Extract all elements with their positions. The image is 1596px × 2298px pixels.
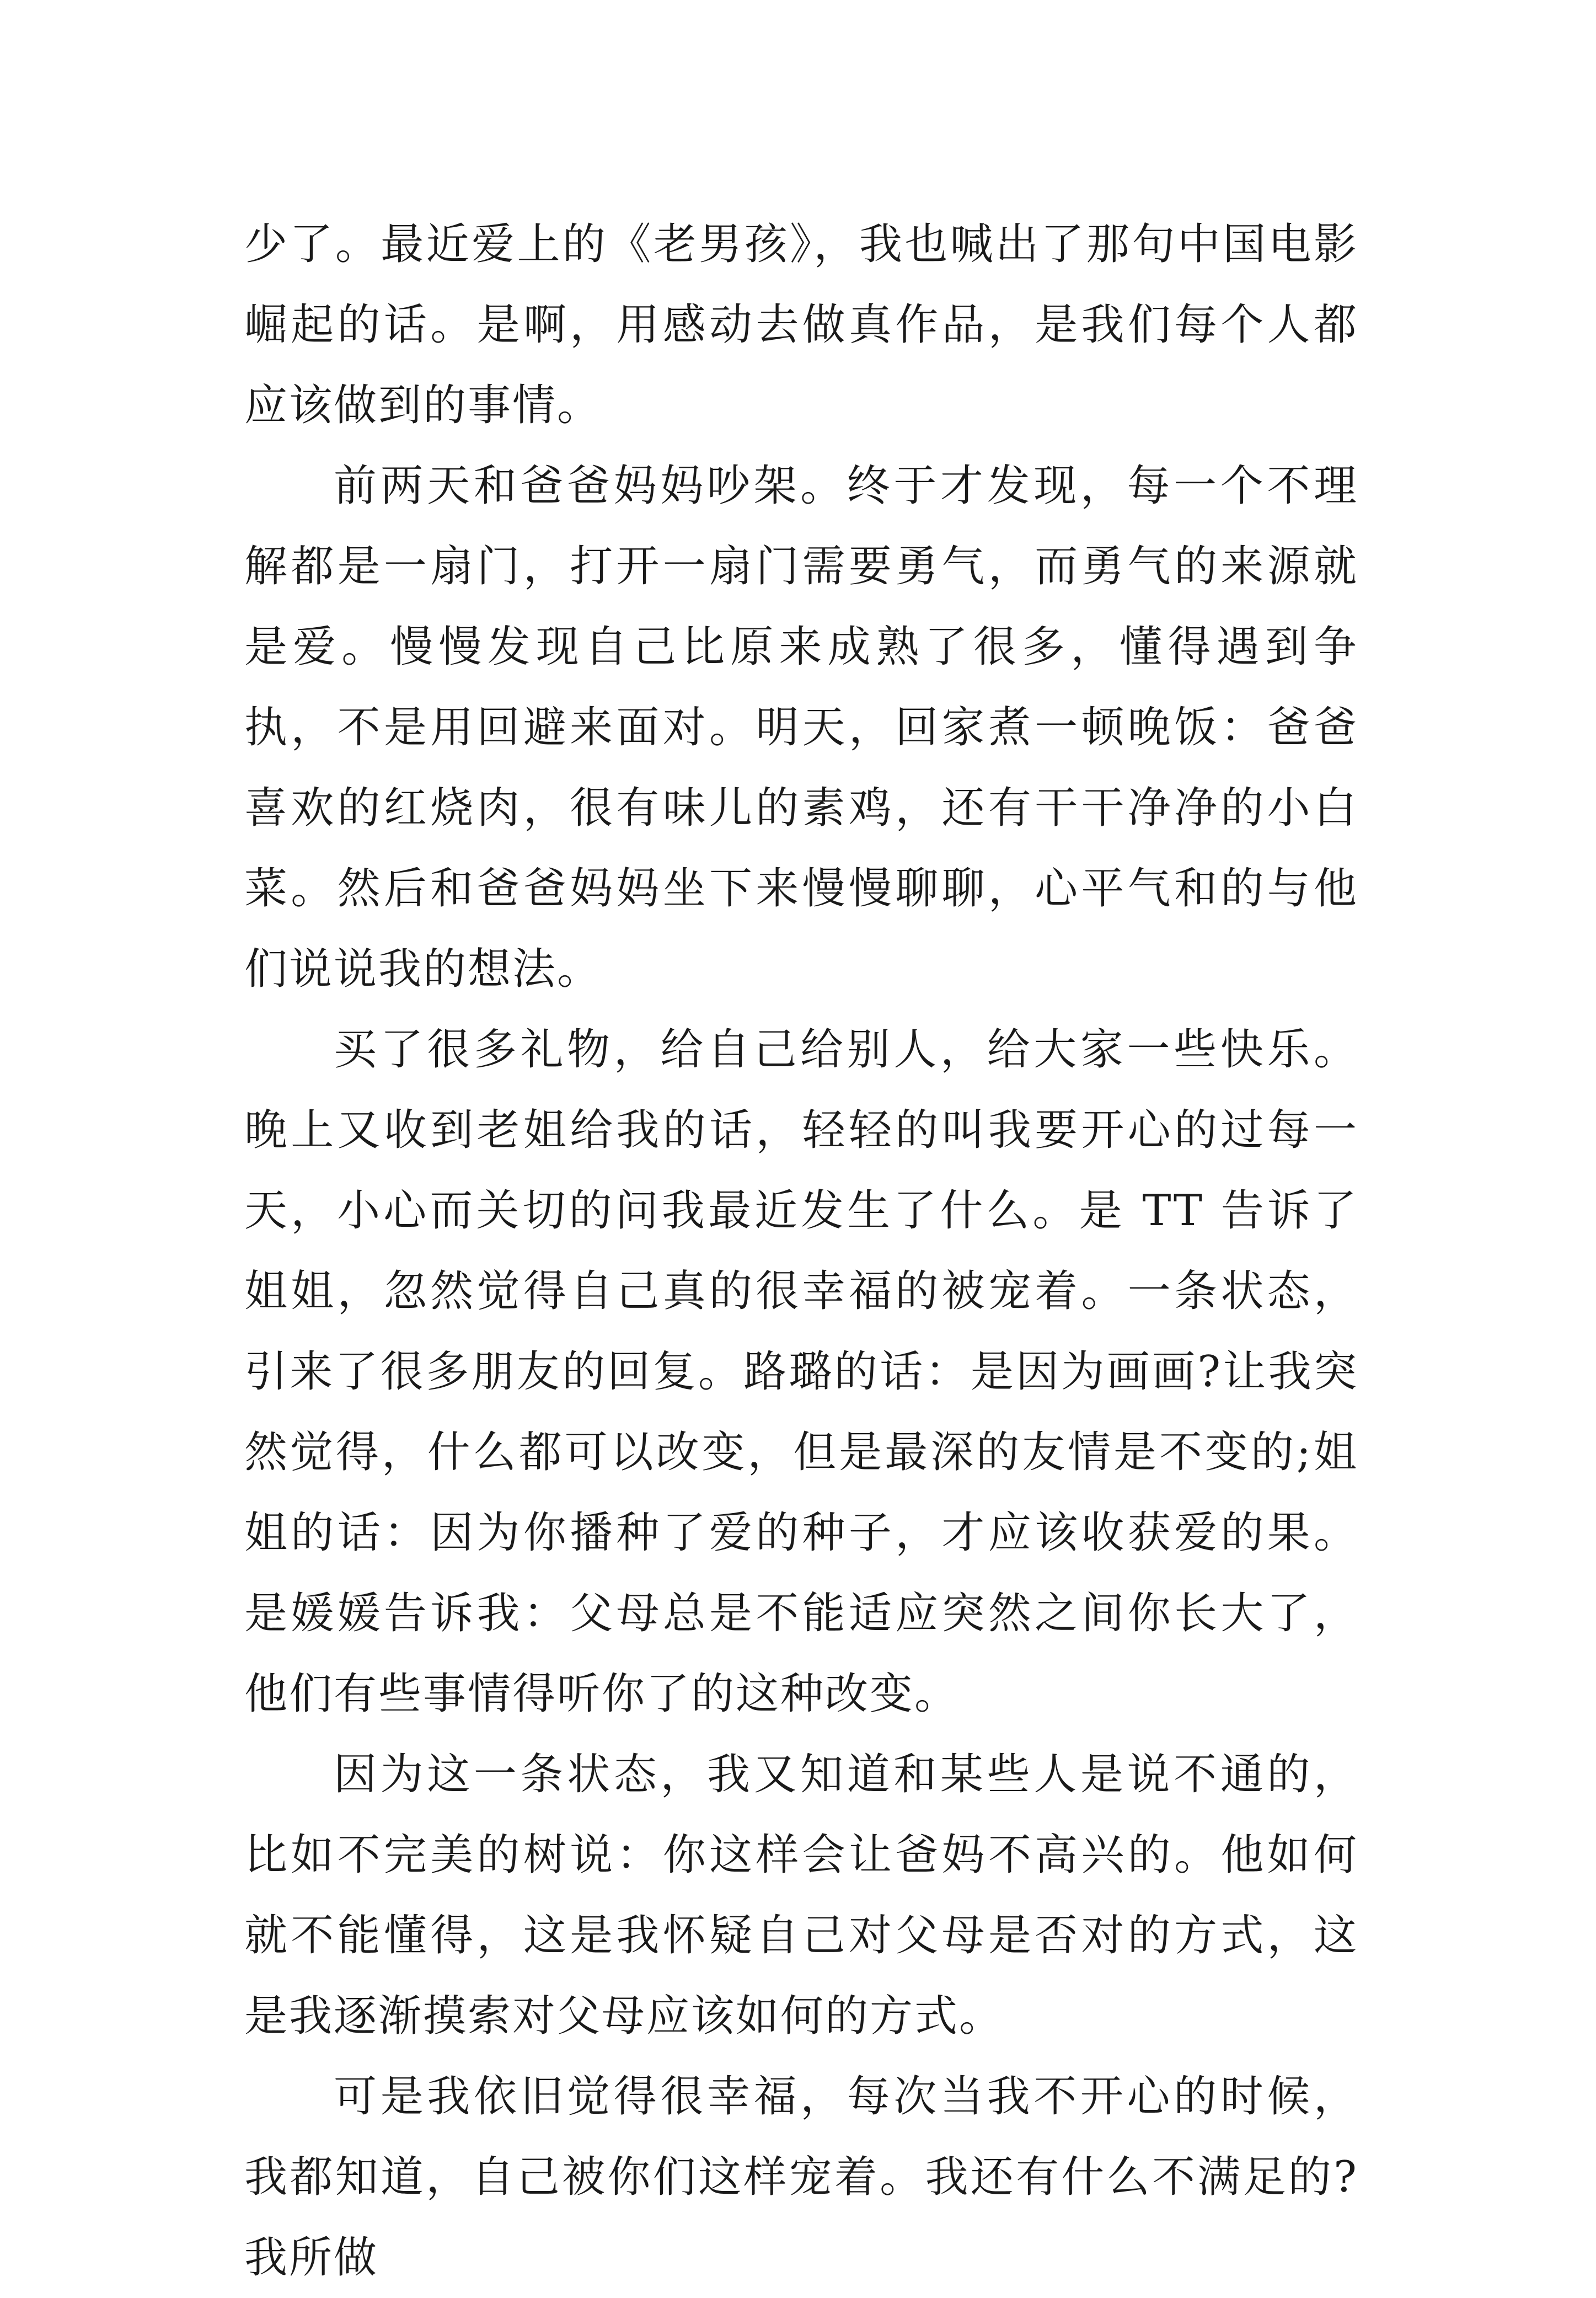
paragraph-2: 前两天和爸爸妈妈吵架。终于才发现，每一个不理解都是一扇门，打开一扇门需要勇气，而勇气的来源就是爱。慢慢发现自己比原来成熟了很多，懂得遇到争执，不是用回避来面对。明天，回家煮一顿晚饭：爸爸喜欢的红烧肉，很有味儿的素鸡，还有干干净净的小白菜。然后和爸爸妈妈坐下来慢慢聊聊，心平气和的与他们说说我的想法。 xyxy=(244,461,1358,994)
document-body xyxy=(244,204,1358,2298)
paragraph-3: 买了很多礼物，给自己给别人，给大家一些快乐。晚上又收到老姐给我的话，轻轻的叫我要开心的过每一天，小心而关切的问我最近发生了什么。是 TT 告诉了姐姐，忽然觉得自己真的很幸福的被宠着。一条状态，引来了很多朋友的回复。路璐的话：是因为画画?让我突然觉得，什么都可以改变，但是最深的友情是不变的;姐姐的话：因为你播种了爱的种子，才应该收获爱的果。是媛媛告诉我：父母总是不能适应突然之间你长大了，他们有些事情得听你了的这种改变。 xyxy=(244,1025,1358,1719)
paragraph-5: 可是我依旧觉得很幸福，每次当我不开心的时候，我都知道，自己被你们这样宠着。我还有什么不满足的?我所做 xyxy=(244,2072,1358,2283)
paragraph-1: 少了。最近爱上的《老男孩》，我也喊出了那句中国电影崛起的话。是啊，用感动去做真作品，是我们每个人都应该做到的事情。 xyxy=(244,220,1358,430)
paragraph-4: 因为这一条状态，我又知道和某些人是说不通的，比如不完美的树说：你这样会让爸妈不高兴的。他如何就不能懂得，这是我怀疑自己对父母是否对的方式，这是我逐渐摸索对父母应该如何的方式。 xyxy=(244,1750,1358,2041)
